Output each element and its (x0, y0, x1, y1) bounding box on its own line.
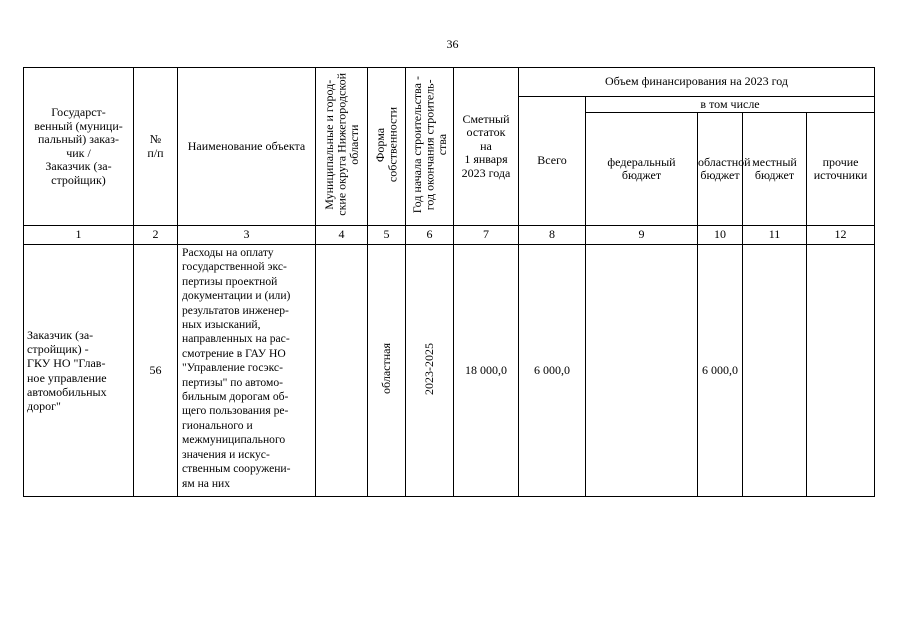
header-municipality: Муниципальные и город- ские округа Нижегородской области (321, 73, 361, 217)
column-number: 9 (586, 226, 698, 245)
column-number-row (24, 226, 875, 245)
header-customer: Государст- венный (муници- пальный) заказ- чик / Заказчик (за- стройщик) (24, 68, 134, 226)
row-local (743, 245, 807, 497)
column-number: 11 (743, 226, 807, 245)
row-ownership-cell (368, 245, 406, 497)
row-customer: Заказчик (за- стройщик) - ГКУ НО "Глав- ное управление автомобильных дорог" (24, 245, 134, 497)
row-federal (586, 245, 698, 497)
column-number: 3 (178, 226, 316, 245)
header-total: Всего (519, 97, 586, 226)
header-estimate-balance: Сметный остаток на 1 января 2023 года (454, 68, 519, 226)
financing-table (23, 67, 875, 497)
row-ownership: областная (379, 343, 393, 395)
column-number: 5 (368, 226, 406, 245)
column-number: 10 (698, 226, 743, 245)
row-years-cell (406, 245, 454, 497)
header-ownership: Форма собственности (373, 107, 400, 183)
header-federal: федеральный бюджет (586, 113, 698, 226)
row-other (807, 245, 875, 497)
header-municipality-cell (316, 68, 368, 226)
header-years-cell (406, 68, 454, 226)
column-number: 1 (24, 226, 134, 245)
header-other: прочие источники (807, 113, 875, 226)
row-estimate-balance: 18 000,0 (454, 245, 519, 497)
header-ownership-cell (368, 68, 406, 226)
row-years: 2023-2025 (422, 342, 436, 395)
header-object-name: Наименование объекта (178, 68, 316, 226)
header-financing-group: Объем финансирования на 2023 год (519, 68, 875, 97)
header-regional: областной бюджет (698, 113, 743, 226)
column-number: 2 (134, 226, 178, 245)
row-total: 6 000,0 (519, 245, 586, 497)
column-number: 4 (316, 226, 368, 245)
column-number: 6 (406, 226, 454, 245)
page-number: 36 (446, 37, 459, 51)
row-number: 56 (134, 245, 178, 497)
column-number: 12 (807, 226, 875, 245)
header-including: в том числе (586, 97, 875, 113)
header-years: Год начала строительства - год окончания строитель- ства (409, 76, 449, 214)
row-municipality (316, 245, 368, 497)
header-local: местный бюджет (743, 113, 807, 226)
row-object-name: Расходы на оплату государственной экс- пертизы проектной документации и (или) результатов инженер- ных изысканий, направленных на рас- смотрение в ГАУ НО "Управление госэкс- пертизы" по автомо- бильным дорогам об- щего пользования ре- гионального и межмуниципального значения и искус- ственным сооружени- ям на них (178, 245, 316, 497)
column-number: 8 (519, 226, 586, 245)
row-regional: 6 000,0 (698, 245, 743, 497)
header-number: № п/п (134, 68, 178, 226)
table-row (24, 245, 875, 497)
column-number: 7 (454, 226, 519, 245)
